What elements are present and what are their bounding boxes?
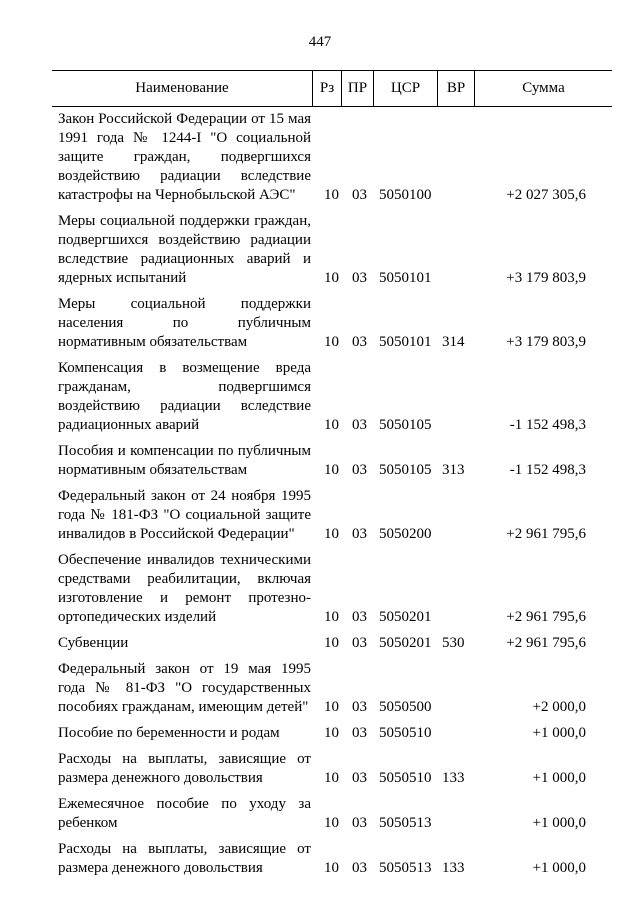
row-pr: 03 — [352, 334, 367, 350]
row-sum: -1 152 498,3 — [509, 462, 586, 478]
row-vr: 133 — [442, 770, 465, 786]
table-row — [58, 110, 618, 205]
table-row — [58, 551, 618, 627]
row-csr: 5050201 — [379, 609, 432, 625]
table-row — [58, 442, 618, 480]
table-row — [58, 212, 618, 288]
row-name: Компенсация в возмещение вреда гражданам, подвергшимся воздействию радиации вследствие радиационных аварий — [58, 360, 311, 433]
row-sum: +2 000,0 — [532, 699, 586, 715]
row-csr: 5050510 — [379, 725, 432, 741]
table-row — [58, 795, 618, 833]
row-name: Федеральный закон от 24 ноября 1995 года № 181-ФЗ "О социальной защите инвалидов в Российской Федерации" — [58, 488, 311, 542]
row-csr: 5050500 — [379, 699, 432, 715]
row-pr: 03 — [352, 270, 367, 286]
row-name: Обеспечение инвалидов техническими средствами реабилитации, включая изготовление и ремонт протезно-ортопедических изделий — [58, 552, 311, 625]
table-row — [58, 634, 618, 653]
header-pr: ПР — [341, 71, 373, 106]
row-pr: 03 — [352, 770, 367, 786]
row-sum: +3 179 803,9 — [506, 334, 586, 350]
row-pr: 03 — [352, 609, 367, 625]
row-rz: 10 — [324, 860, 339, 876]
table-row — [58, 295, 618, 352]
row-rz: 10 — [324, 462, 339, 478]
header-name: Наименование — [135, 80, 229, 96]
table-row — [58, 840, 618, 878]
row-pr: 03 — [352, 815, 367, 831]
table-row — [58, 359, 618, 435]
row-name: Расходы на выплаты, зависящие от размера денежного довольствия — [58, 751, 311, 786]
row-vr: 313 — [442, 462, 465, 478]
row-name: Федеральный закон от 19 мая 1995 года № 81-ФЗ "О государственных пособиях гражданам, имеющим детей" — [58, 661, 311, 715]
row-rz: 10 — [324, 417, 339, 433]
row-sum: +3 179 803,9 — [506, 270, 586, 286]
row-vr: 133 — [442, 860, 465, 876]
row-pr: 03 — [352, 860, 367, 876]
row-csr: 5050510 — [379, 770, 432, 786]
row-csr: 5050513 — [379, 815, 432, 831]
row-rz: 10 — [324, 725, 339, 741]
row-pr: 03 — [352, 699, 367, 715]
row-name: Меры социальной поддержки населения по публичным нормативным обязательствам — [58, 296, 311, 350]
row-rz: 10 — [324, 526, 339, 542]
table-header — [52, 70, 612, 107]
row-rz: 10 — [324, 635, 339, 651]
row-sum: +1 000,0 — [532, 725, 586, 741]
row-name: Пособие по беременности и родам — [58, 725, 280, 741]
row-csr: 5050200 — [379, 526, 432, 542]
row-sum: +2 961 795,6 — [506, 635, 586, 651]
header-csr: ЦСР — [373, 71, 437, 106]
row-name: Ежемесячное пособие по уходу за ребенком — [58, 796, 311, 831]
row-csr: 5050105 — [379, 462, 432, 478]
table-body — [58, 110, 618, 885]
row-pr: 03 — [352, 526, 367, 542]
row-name: Закон Российской Федерации от 15 мая 1991 года № 1244-I "О социальной защите граждан, подвергшихся воздействию радиации вследствие катастрофы на Чернобыльской АЭС" — [58, 111, 311, 203]
header-vr: ВР — [437, 71, 474, 106]
table-row — [58, 660, 618, 717]
table-row — [58, 487, 618, 544]
header-sum: Сумма — [474, 71, 612, 106]
row-rz: 10 — [324, 609, 339, 625]
row-rz: 10 — [324, 187, 339, 203]
row-pr: 03 — [352, 187, 367, 203]
table-row — [58, 750, 618, 788]
row-pr: 03 — [352, 725, 367, 741]
row-csr: 5050100 — [379, 187, 432, 203]
row-rz: 10 — [324, 815, 339, 831]
row-sum: +1 000,0 — [532, 770, 586, 786]
row-sum: +2 961 795,6 — [506, 526, 586, 542]
header-rz: Рз — [312, 71, 341, 106]
page-number: 447 — [308, 34, 332, 50]
row-rz: 10 — [324, 270, 339, 286]
row-sum: +2 961 795,6 — [506, 609, 586, 625]
row-name: Расходы на выплаты, зависящие от размера денежного довольствия — [58, 841, 311, 876]
row-name: Меры социальной поддержки граждан, подвергшихся воздействию радиации вследствие радиационных аварий и ядерных испытаний — [58, 213, 311, 286]
row-vr: 314 — [442, 334, 465, 350]
row-csr: 5050101 — [379, 334, 432, 350]
row-csr: 5050201 — [379, 635, 432, 651]
table-row — [58, 724, 618, 743]
row-sum: +1 000,0 — [532, 860, 586, 876]
row-sum: -1 152 498,3 — [509, 417, 586, 433]
row-sum: +1 000,0 — [532, 815, 586, 831]
row-csr: 5050105 — [379, 417, 432, 433]
row-name: Субвенции — [58, 635, 129, 651]
row-csr: 5050513 — [379, 860, 432, 876]
row-pr: 03 — [352, 635, 367, 651]
row-rz: 10 — [324, 334, 339, 350]
row-pr: 03 — [352, 417, 367, 433]
row-csr: 5050101 — [379, 270, 432, 286]
row-vr: 530 — [442, 635, 465, 651]
row-name: Пособия и компенсации по публичным нормативным обязательствам — [58, 443, 311, 478]
row-pr: 03 — [352, 462, 367, 478]
row-rz: 10 — [324, 770, 339, 786]
row-rz: 10 — [324, 699, 339, 715]
row-sum: +2 027 305,6 — [506, 187, 586, 203]
